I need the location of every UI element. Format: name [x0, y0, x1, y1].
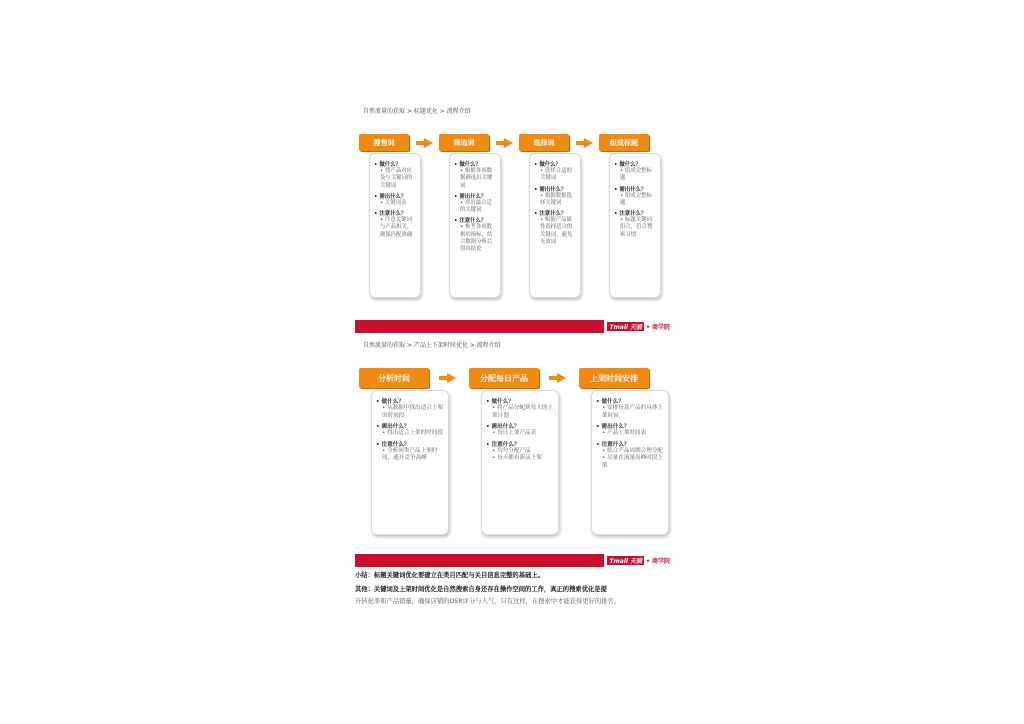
- tmall-logo-text: Tmall 天猫: [609, 558, 643, 565]
- tmall-logo-text: Tmall 天猫: [609, 324, 643, 331]
- flow-arrow-icon: [424, 138, 433, 148]
- step-card: [481, 390, 559, 535]
- flow-arrow-icon: [584, 138, 593, 148]
- step-header: 组成标题: [599, 134, 649, 151]
- step-answer: • 根据各项数据筛选出关键词: [460, 168, 496, 190]
- step-question: • 注意什么？: [454, 216, 496, 224]
- summary-line-3: 升转化率和产品销量，确保店铺的DSR评分与人气，只有这样，在搜索中才能获得更好的排名。: [355, 598, 621, 605]
- brand-bar: [355, 554, 673, 567]
- step-answer: • 每日上架产品表: [492, 430, 554, 438]
- step-question: • 做什么？: [596, 397, 664, 405]
- step-answer: • 组成完整标题: [620, 193, 656, 208]
- brand-bar: [355, 320, 673, 333]
- step-question: • 需出什么？: [534, 185, 576, 193]
- breadcrumb: 自然流量的获取 > 产品上下架时间优化 > 流程介绍: [363, 342, 501, 349]
- step-answer: • 找产品对应及与关键词的关键词: [380, 168, 416, 190]
- step-card: [591, 390, 669, 535]
- step-answer: • 结合产品周期合理分配: [602, 448, 664, 456]
- step-header: 分配每日产品: [469, 368, 539, 388]
- step-answer: • 根据数据选择关键词: [540, 193, 576, 208]
- step-answer: • 标题关键词组合，符合搜索习惯: [620, 217, 656, 239]
- tmall-logo: [601, 320, 673, 333]
- step-header: 选择词: [519, 134, 569, 151]
- summary-line-1: [355, 571, 673, 580]
- tmall-logo: [601, 554, 673, 567]
- step-question: • 注意什么？: [374, 209, 416, 217]
- step-card: [529, 153, 581, 298]
- step-answer: • 尽量在流量高峰时段上架: [602, 455, 664, 470]
- tmall-logo-suffix: • 商学院: [646, 324, 670, 331]
- summary-label: 小结：: [355, 572, 374, 579]
- step-question: • 需出什么？: [454, 192, 496, 200]
- summary-line-2: [355, 585, 673, 594]
- step-answer: • 将产品分配到每天的上架计划: [492, 405, 554, 420]
- flow-arrow-icon: [504, 138, 513, 148]
- step-header: 上架时间安排: [579, 368, 649, 388]
- document-page: [355, 98, 673, 618]
- step-answer: • 注意关键词与产品相关，确保匹配准确: [380, 217, 416, 239]
- step-question: • 做什么？: [486, 397, 554, 405]
- flow-arrow-icon: [447, 373, 456, 383]
- flow-arrow-icon: [557, 373, 566, 383]
- step-question: • 注意什么？: [596, 440, 664, 448]
- step-question: • 注意什么？: [614, 209, 656, 217]
- step-question: • 注意什么？: [534, 209, 576, 217]
- other-text: 关键词及上架时间优化是自然搜索自身还存在操作空间的工作，真正的搜索优化是提: [373, 586, 607, 593]
- step-question: • 注意什么？: [376, 440, 444, 448]
- tmall-logo-suffix: • 商学院: [646, 558, 670, 565]
- other-label: 其他：: [355, 586, 374, 593]
- step-card: [369, 153, 421, 298]
- step-question: • 做什么？: [374, 160, 416, 168]
- step-header: 搜售词: [359, 134, 409, 151]
- step-question: • 做什么？: [376, 397, 444, 405]
- summary-text: 标题关键词优化要建立在类目匹配与关目信息完整的基础上。: [373, 572, 544, 579]
- step-answer: • 得出最合适的关键词: [460, 200, 496, 215]
- step-question: • 注意什么？: [486, 440, 554, 448]
- step-question: • 需出什么？: [374, 192, 416, 200]
- step-answer: • 参考各项数据的指标，结合数据分析后得出结论: [460, 224, 496, 253]
- step-question: • 做什么？: [534, 160, 576, 168]
- step-answer: • 得出适合上架的时间段: [382, 430, 444, 438]
- step-question: • 需出什么？: [486, 422, 554, 430]
- step-answer: • 均匀分配产品: [492, 448, 554, 456]
- step-answer: • 从数据中找出适合上架的时间段: [382, 405, 444, 420]
- step-question: • 做什么？: [454, 160, 496, 168]
- step-answer: • 组成完整标题: [620, 168, 656, 183]
- breadcrumb: 自然流量的获取 > 标题优化 > 流程介绍: [363, 108, 471, 115]
- step-card: [371, 390, 449, 535]
- step-question: • 做什么？: [614, 160, 656, 168]
- step-answer: • 产品上架时间表: [602, 430, 664, 438]
- step-header: 筛选词: [439, 134, 489, 151]
- step-question: • 需出什么？: [614, 185, 656, 193]
- step-answer: • 每天都有新品上架: [492, 455, 554, 463]
- step-answer: • 根据产品属性选择适合的关键词，避免无效词: [540, 217, 576, 246]
- step-card: [449, 153, 501, 298]
- step-answer: • 关键词表: [380, 200, 416, 207]
- step-answer: • 选择合适的关键词: [540, 168, 576, 183]
- step-answer: • 安排每款产品的具体上架时间: [602, 405, 664, 420]
- step-card: [609, 153, 661, 298]
- step-answer: • 分析同类产品上架时间，避开竞争高峰: [382, 448, 444, 463]
- step-question: • 需出什么？: [376, 422, 444, 430]
- step-question: • 需出什么？: [596, 422, 664, 430]
- step-header: 分析时间: [359, 368, 429, 388]
